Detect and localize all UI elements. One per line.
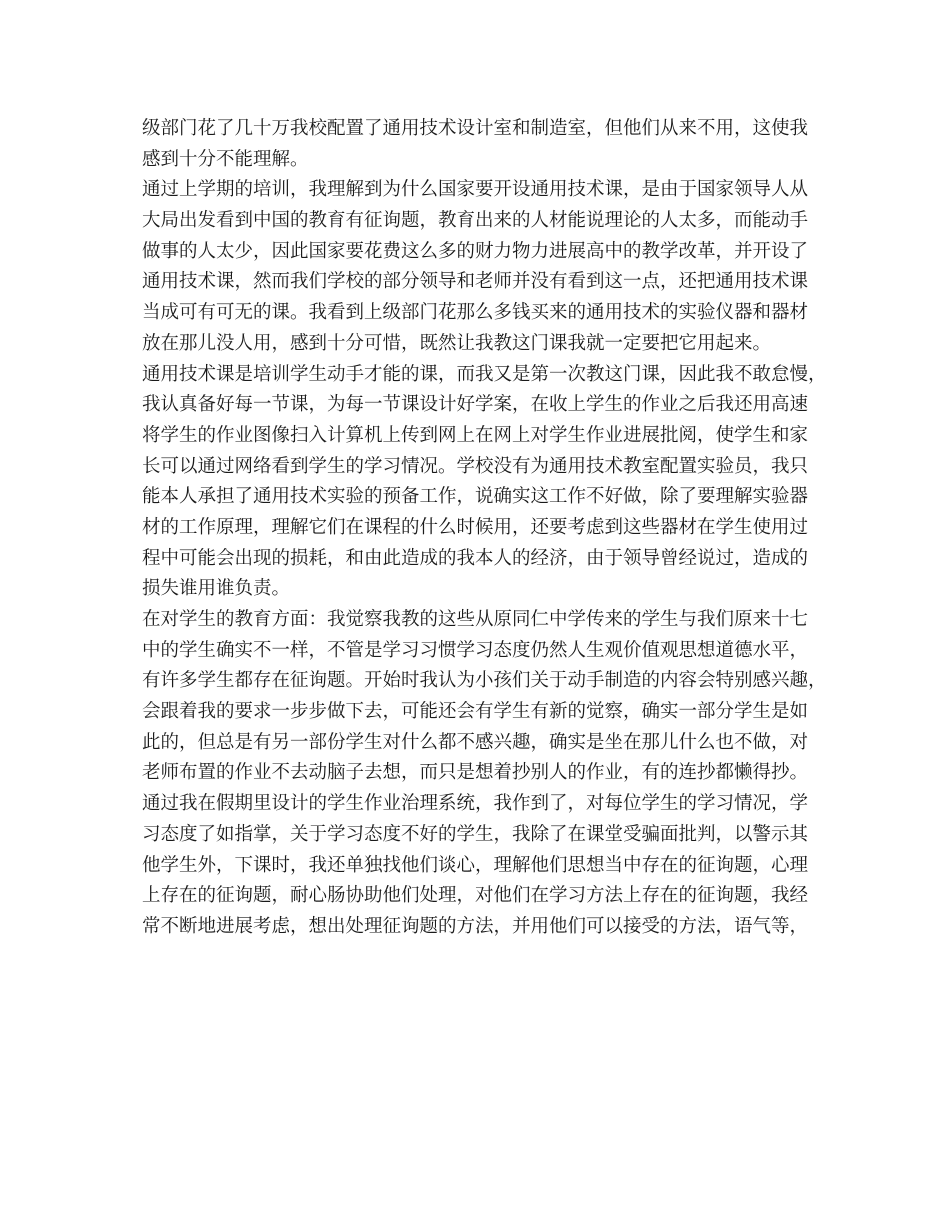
text-line: 程中可能会出现的损耗，和由此造成的我本人的经济，由于领导曾经说过，造成的 [142, 547, 809, 569]
text-line: 我认真备好每一节课，为每一节课设计好学案，在收上学生的作业之后我还用高速 [142, 394, 809, 416]
text-line: 长可以通过网络看到学生的学习情况。学校没有为通用技术教室配置实验员，我只 [142, 455, 809, 477]
text-line: 通用技术课是培训学生动手才能的课，而我又是第一次教这门课，因此我不敢怠慢， [142, 363, 827, 385]
text-line: 通过我在假期里设计的学生作业治理系统，我作到了，对每位学生的学习情况，学 [142, 793, 809, 815]
text-line: 级部门花了几十万我校配置了通用技术设计室和制造室，但他们从来不用，这使我 [142, 118, 809, 139]
text-line: 他学生外，下课时，我还单独找他们谈心，理解他们思想当中存在的征询题，心理 [142, 854, 809, 876]
text-line: 在对学生的教育方面：我觉察我教的这些从原同仁中学传来的学生与我们原来十七 [142, 609, 809, 630]
text-line: 常不断地进展考虑，想出处理征询题的方法，并用他们可以接受的方法，语气等， [142, 915, 809, 937]
text-line: 感到十分不能理解。 [142, 148, 309, 170]
text-line: 上存在的征询题，耐心肠协助他们处理，对他们在学习方法上存在的征询题，我经 [142, 885, 809, 907]
text-line: 当成可有可无的课。我看到上级部门花那么多钱买来的通用技术的实验仪器和器材 [142, 302, 809, 324]
text-line: 做事的人太少，因此国家要花费这么多的财力物力进展高中的教学改革，并开设了 [142, 240, 809, 262]
text-line: 通过上学期的培训，我理解到为什么国家要开设通用技术课，是由于国家领导人从 [142, 179, 809, 201]
text-line: 能本人承担了通用技术实验的预备工作，说确实这工作不好做，除了要理解实验器 [142, 486, 809, 508]
text-line: 放在那儿没人用，感到十分可惜，既然让我教这门课我就一定要把它用起来。 [142, 332, 772, 354]
text-line: 老师布置的作业不去动脑子去想，而只是想着抄别人的作业，有的连抄都懒得抄。 [142, 762, 809, 784]
body-text [142, 114, 827, 943]
text-line: 会跟着我的要求一步步做下去，可能还会有学生有新的觉察，确实一部分学生是如 [142, 701, 809, 723]
text-line: 通用技术课，然而我们学校的部分领导和老师并没有看到这一点，还把通用技术课 [142, 271, 809, 293]
text-line: 大局出发看到中国的教育有征询题，教育出来的人材能说理论的人太多，而能动手 [142, 210, 809, 232]
text-line: 损失谁用谁负责。 [142, 578, 291, 600]
text-line: 此的，但总是有另一部份学生对什么都不感兴趣，确实是坐在那儿什么也不做，对 [142, 731, 809, 753]
text-line: 有许多学生都存在征询题。开始时我认为小孩们关于动手制造的内容会特别感兴趣， [142, 670, 827, 692]
text-line: 将学生的作业图像扫入计算机上传到网上在网上对学生作业进展批阅，使学生和家 [142, 424, 809, 446]
text-line: 习态度了如指掌，关于学习态度不好的学生，我除了在课堂受骗面批判，以警示其 [142, 823, 809, 845]
text-line: 中的学生确实不一样，不管是学习习惯学习态度仍然人生观价值观思想道德水平， [142, 639, 809, 661]
text-line: 材的工作原理，理解它们在课程的什么时候用，还要考虑到这些器材在学生使用过 [142, 516, 809, 538]
